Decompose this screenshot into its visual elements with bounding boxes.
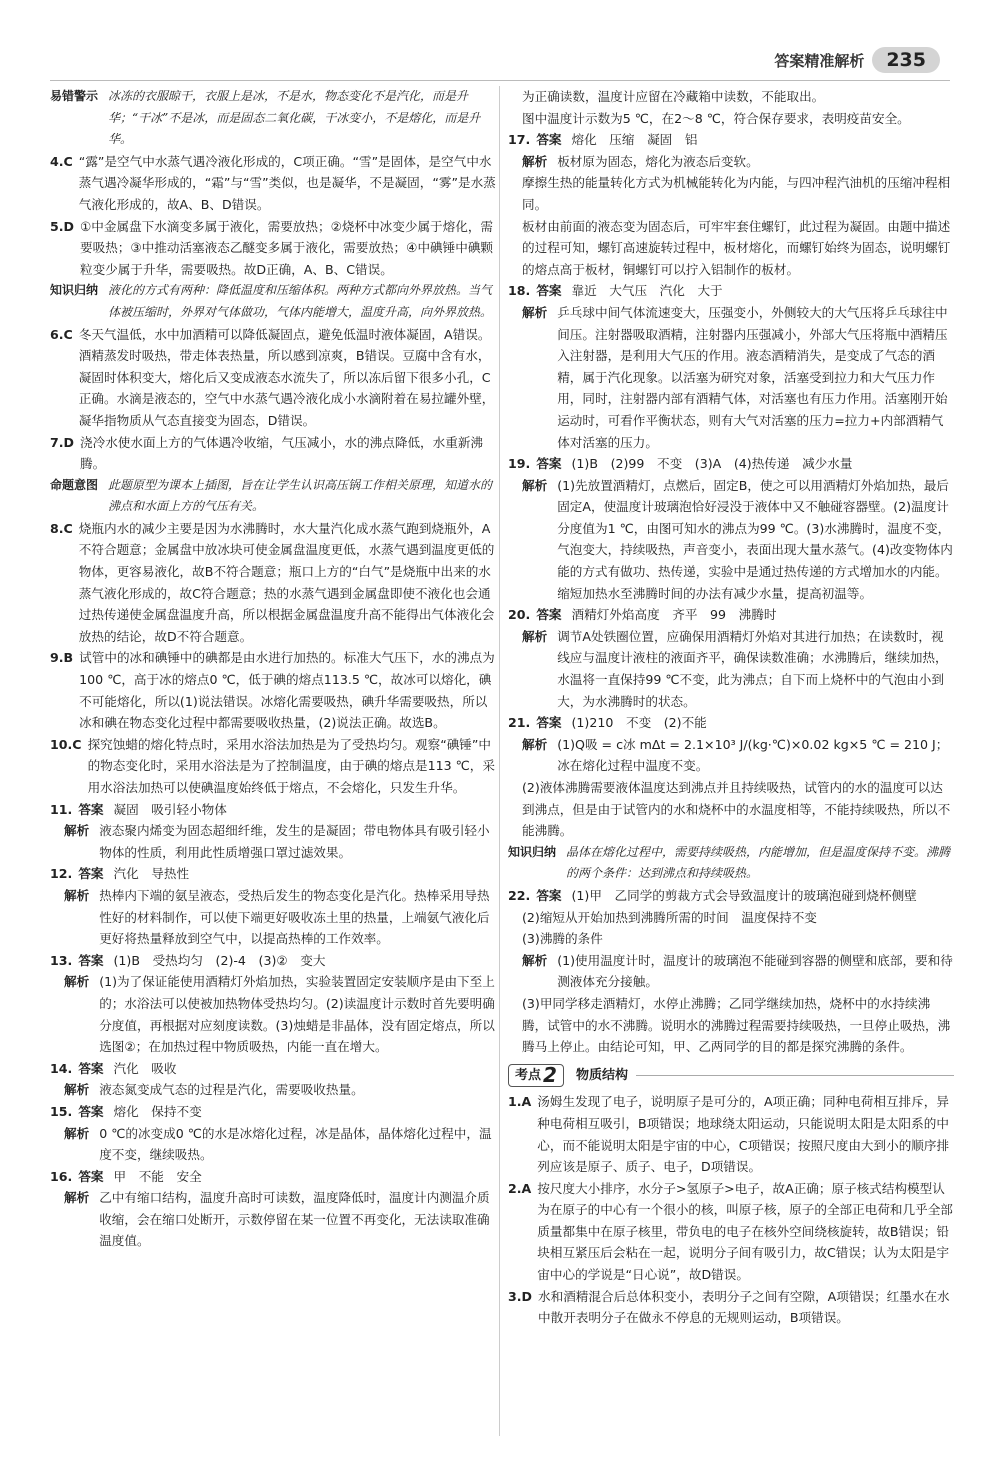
item-number: 13. (50, 952, 73, 968)
item-number: 3.D (508, 1288, 533, 1304)
analysis-tag: 解析 (64, 1125, 90, 1141)
analysis-block (508, 475, 954, 605)
analysis-block (508, 626, 954, 712)
answer-item (50, 216, 496, 281)
answer-tag: 答案 (536, 283, 562, 299)
analysis-tag: 解析 (522, 736, 548, 752)
continuation-text: (3)沸腾的条件 (522, 931, 603, 947)
analysis-tag: 解析 (522, 477, 548, 493)
section-rule (636, 1075, 954, 1076)
item-number: 12. (50, 866, 73, 882)
analysis-tag: 解析 (522, 153, 548, 169)
answer-item (50, 950, 496, 972)
analysis-text: 乒乓球中间气体流速变大，压强变小，外侧较大的大气压将乒乓球往中间压。注射器吸取酒精，注射器内压强减小，外部大气压将瓶中酒精压入注射器，是利用大气压的作用。液态酒精消失，是变成了气态的酒精，属于汽化现象。以活塞为研究对象，活塞受到拉力和大气压力作用，同时，注射器内部有酒精气体，对活塞也有压力作用。活塞刚开始运动时，可看作平衡状态，则有大气对活塞的压力=拉力+内部酒精气体对活塞的压力。 (557, 304, 948, 450)
answer-item (50, 734, 496, 799)
item-text: 熔化 保持不变 (113, 1103, 202, 1119)
answer-item (508, 604, 954, 626)
answer-tag: 答案 (78, 866, 104, 882)
answer-item (508, 1178, 954, 1286)
note-tag: 命题意图 (50, 477, 99, 492)
item-number: 4.C (50, 153, 73, 169)
analysis-text: (1)为了保证能使用酒精灯外焰加热，实验装置固定安装顺序是由下至上的；水浴法可以使被加热物体受热均匀。(2)读温度计示数时首先要明确分度值，再根据对应刻度读数。(3)烛蜡是非晶体，没有固定熔点，所以选图②；在加热过程中物质吸热，内能一直在增大。 (99, 974, 495, 1055)
item-number: 11. (50, 801, 73, 817)
note-text: 此题原型为课本上插图，旨在让学生认识高压锅工作相关原理，知道水的沸点和水面上方的气压有关。 (108, 477, 493, 514)
answer-tag: 答案 (536, 132, 562, 148)
analysis-text: 0 ℃的冰变成0 ℃的水是冰熔化过程，冰是晶体，晶体熔化过程中，温度不变，继续吸热。 (99, 1125, 492, 1163)
answer-item (50, 432, 496, 475)
analysis-block (508, 950, 954, 993)
analysis-tag: 解析 (522, 628, 548, 644)
note-tag: 知识归纳 (50, 283, 99, 298)
analysis-tag: 解析 (64, 974, 90, 990)
answer-item (508, 1091, 954, 1177)
item-text: 冬天气温低，水中加酒精可以降低凝固点，避免低温时液体凝固，A错误。酒精蒸发时吸热，带走体表热量，所以感到凉爽，B错误。豆腐中含有水，凝固时体积变大，熔化后又变成液态水流失了，所以冻后留下很多小孔，C正确。水滴是液态的，空气中水蒸气遇冷液化成小水滴附着在易拉罐外壁，凝华指物质从气态直接变为固态，D错误。 (78, 326, 495, 428)
item-number: 16. (50, 1168, 73, 1184)
item-number: 1.A (508, 1094, 532, 1110)
analysis-text: 乙中有缩口结构，温度升高时可读数，温度降低时，温度计内测温介质收缩，会在缩口处断开，示数停留在某一位置不再变化，无法读取准确温度值。 (99, 1190, 490, 1249)
answer-item (50, 799, 496, 821)
item-text: (1)B 受热均匀 (2)-4 (3)② 变大 (113, 952, 326, 968)
item-text: 靠近 大气压 汽化 大于 (571, 283, 723, 299)
continuation-text: 摩擦生热的能量转化方式为机械能转化为内能，与四冲程汽油机的压缩冲程相同。 (522, 175, 951, 212)
note-tag: 易错警示 (50, 89, 99, 103)
item-number: 22. (508, 887, 531, 903)
section-number: 2 (543, 1062, 557, 1087)
answer-item (50, 518, 496, 648)
item-number: 18. (508, 283, 531, 299)
analysis-text: (1)使用温度计时，温度计的玻璃泡不能碰到容器的侧壁和底部，要和待测液体充分接触。 (557, 952, 953, 990)
item-number: 6.C (50, 326, 73, 342)
analysis-block (508, 734, 954, 777)
analysis-block (508, 151, 954, 173)
item-number: 17. (508, 132, 531, 148)
section-label: 考点 (515, 1067, 542, 1083)
header-rule (50, 80, 950, 81)
answer-tag: 答案 (78, 1168, 104, 1184)
analysis-block (508, 302, 954, 453)
item-text: 浇冷水使水面上方的气体遇冷收缩，气压减小，水的沸点降低，水重新沸腾。 (80, 434, 484, 472)
answer-item (50, 1058, 496, 1080)
note-block (508, 842, 954, 885)
answer-item (50, 1101, 496, 1123)
item-text: 汽化 导热性 (113, 866, 190, 882)
answer-tag: 答案 (78, 952, 104, 968)
analysis-text: 调节A处铁圈位置，应确保用酒精灯外焰对其进行加热；在读数时，视线应与温度计液柱的液面齐平，确保读数准确；水沸腾后，继续加热，水温将一直保持99 ℃不变，此为沸点；自下而上烧杯中的气泡由小到大，为水沸腾时的状态。 (557, 628, 948, 709)
note-block (50, 86, 496, 151)
item-text: 汽化 吸收 (113, 1060, 177, 1076)
note-block (50, 475, 496, 518)
analysis-text: (1)Q吸 = c冰 mΔt = 2.1×10³ J/(kg·℃)×0.02 kg×5 ℃ = 210 J；冰在熔化过程中温度不变。 (557, 736, 949, 774)
answer-item (508, 453, 954, 475)
answer-item (50, 863, 496, 885)
item-text: 甲 不能 安全 (113, 1168, 202, 1184)
analysis-block (50, 885, 496, 950)
item-number: 15. (50, 1103, 73, 1119)
right-column (508, 86, 954, 1329)
answer-item (508, 885, 954, 907)
answer-item (508, 1286, 954, 1329)
analysis-tag: 解析 (64, 1190, 90, 1206)
item-text: 烧瓶内水的减少主要是因为水沸腾时，水大量汽化成水蒸气跑到烧瓶外，A不符合题意；金属盘中放冰块可使金属盘温度更低，水蒸气遇到温度更低的物体，更容易液化，故B不符合题意；瓶口上方的“白气”是烧瓶中出来的水蒸气液化形成的，故C符合题意；热的水蒸气遇到金属盘即使不液化也会通过热传递使金属盘温度升高，所以根据金属盘温度升高不能得出气体液化会放热的结论，故D不符合题意。 (78, 520, 495, 644)
note-text: 液化的方式有两种：降低温度和压缩体积。两种方式都向外界放热。当气体被压缩时，外界对气体做功，气体内能增大，温度升高，向外界放热。 (108, 283, 493, 319)
note-text: 晶体在熔化过程中，需要持续吸热，内能增加，但是温度保持不变。沸腾的两个条件：达到沸点和持续吸热。 (566, 844, 951, 881)
answer-item (508, 280, 954, 302)
analysis-tag: 解析 (522, 952, 548, 968)
note-tag: 知识归纳 (508, 844, 557, 859)
header-title: 答案精准解析 (774, 51, 865, 70)
item-text: 按尺度大小排序，水分子>氢原子>电子，故A正确；原子核式结构模型认为在原子的中心有一个很小的核，叫原子核，原子的全部正电荷和几乎全部质量都集中在原子核里，带负电的电子在核外空间绕核旋转，故B错误；铅块相互紧压后会粘在一起，说明分子间有吸引力，故C错误；认为太阳是宇宙中心的学说是“日心说”，故D错误。 (537, 1180, 953, 1283)
item-text: (1)甲 乙同学的剪裁方式会导致温度计的玻璃泡碰到烧杯侧壁 (571, 887, 917, 903)
item-number: 21. (508, 715, 531, 731)
answer-item (50, 647, 496, 733)
continuation-text: (2)缩短从开始加热到沸腾所需的时间 温度保持不变 (522, 909, 817, 925)
section-heading (508, 1064, 954, 1088)
analysis-tag: 解析 (64, 823, 90, 839)
item-number: 8.C (50, 520, 73, 536)
analysis-block (50, 1079, 496, 1101)
section-title: 物质结构 (575, 1067, 628, 1083)
continuation-text: 为正确读数，温度计应留在冷藏箱中读数，不能取出。 (522, 89, 825, 104)
section-badge (508, 1064, 564, 1088)
item-number: 10.C (50, 736, 82, 752)
answer-tag: 答案 (78, 1103, 104, 1119)
item-text: (1)210 不变 (2)不能 (571, 715, 707, 731)
note-block (50, 280, 496, 323)
analysis-block (50, 971, 496, 1057)
item-text: 凝固 吸引轻小物体 (113, 801, 227, 817)
analysis-tag: 解析 (64, 1082, 90, 1098)
note-text: 冰冻的衣服晾干，衣服上是冰，不是水，物态变化不是汽化，而是升华；“干冰”不是冰，而是固态二氧化碳，干冰变小，不是熔化，而是升华。 (108, 89, 481, 147)
answer-tag: 答案 (536, 887, 562, 903)
analysis-text: (1)先放置酒精灯，点燃后，固定B，使之可以用酒精灯外焰加热，最后固定A，使温度计玻璃泡恰好浸没于液体中又不触碰容器壁。(2)温度计分度值为1 ℃，由图可知水的沸点为99 ℃。(3)水沸腾时，温度不变，气泡变大，持续吸热，声音变小，表面出现大量水蒸气。(4)改变物体内能的方式有做功、热传递，实验中是通过热传递的方式增加水的内能。缩短加热水至沸腾时间的办法有减少水量，提高初温等。 (557, 477, 953, 601)
answer-tag: 答案 (536, 607, 562, 623)
item-text: (1)B (2)99 不变 (3)A (4)热传递 减少水量 (571, 456, 853, 472)
item-number: 9.B (50, 650, 74, 666)
item-text: 熔化 压缩 凝固 铝 (571, 132, 698, 148)
item-text: 探究蚀蜡的熔化特点时，采用水浴法加热是为了受热均匀。观察“碘锤”中的物态变化时，采用水浴法是为了控制温度，由于碘的熔点是113 ℃，采用水浴法加热可以使碘温度始终低于熔点，不会熔化，只发生升华。 (87, 736, 495, 795)
answer-tag: 答案 (78, 1060, 104, 1076)
page-header (774, 44, 940, 76)
analysis-tag: 解析 (522, 304, 548, 320)
item-text: 水和酒精混合后总体积变小，表明分子之间有空隙，A项错误；红墨水在水中散开表明分子在做永不停息的无规则运动，B项错误。 (538, 1288, 950, 1326)
item-number: 19. (508, 456, 531, 472)
analysis-block (50, 1123, 496, 1166)
answer-item (508, 712, 954, 734)
answer-tag: 答案 (536, 456, 562, 472)
answer-item (50, 1166, 496, 1188)
analysis-text: 液态氮变成气态的过程是汽化，需要吸收热量。 (99, 1082, 364, 1098)
item-number: 20. (508, 607, 531, 623)
analysis-text: 热棒内下端的氨呈液态，受热后发生的物态变化是汽化。热棒采用导热性好的材料制作，可以使下端更好吸收冻土里的热量，上端氨气液化后更好将热量释放到空气中，以提高热棒的工作效率。 (99, 887, 490, 947)
analysis-block (50, 820, 496, 863)
item-number: 2.A (508, 1180, 532, 1196)
item-text: ①中金属盘下水滴变多属于液化，需要放热；②烧杯中冰变少属于熔化，需要吸热；③中推动活塞液态乙醚变多属于液化，需要放热；④中碘锤中碘颗粒变少属于升华，需要吸热。故D正确，A、B、C错误。 (80, 218, 494, 277)
page-number: 235 (872, 47, 940, 73)
answer-tag: 答案 (536, 715, 562, 731)
continuation-text: 板材由前面的液态变为固态后，可牢牢套住螺钉，此过程为凝固。由题中描述的过程可知，螺钉高速旋转过程中，板材熔化，而螺钉始终为固态，说明螺钉的熔点高于板材，铜螺钉可以拧入铝制作的板材。 (522, 218, 951, 277)
analysis-block (50, 1187, 496, 1252)
answer-item (508, 129, 954, 151)
item-text: 汤姆生发现了电子，说明原子是可分的，A项正确；同种电荷相互排斥，异种电荷相互吸引，B项错误；地球绕太阳运动，只能说明太阳是太阳系的中心，而不能说明太阳是宇宙的中心，C项错误；按照尺度由大到小的顺序排列应该是原子、质子、电子，D项错误。 (537, 1094, 950, 1175)
item-number: 14. (50, 1060, 73, 1076)
continuation-text: (3)甲同学移走酒精灯，水停止沸腾；乙同学继续加热，烧杯中的水持续沸腾，试管中的水不沸腾。说明水的沸腾过程需要持续吸热，一旦停止吸热，沸腾马上停止。由结论可知，甲、乙两同学的目的都是探究沸腾的条件。 (522, 995, 951, 1055)
answer-item (50, 151, 496, 216)
item-number: 5.D (50, 218, 75, 234)
continuation-text: (2)液体沸腾需要液体温度达到沸点并且持续吸热，试管内的水的温度可以达到沸点，但是由于试管内的水和烧杯中的水温度相等，不能持续吸热，所以不能沸腾。 (522, 780, 951, 839)
answer-tag: 答案 (78, 801, 104, 817)
analysis-text: 板材原为固态，熔化为液态后变软。 (557, 153, 759, 169)
item-text: 酒精灯外焰高度 齐平 99 沸腾时 (571, 607, 777, 623)
analysis-tag: 解析 (64, 887, 90, 903)
left-column (50, 86, 496, 1252)
item-text: “露”是空气中水蒸气遇冷液化形成的，C项正确。“雪”是固体，是空气中水蒸气遇冷凝华形成的，“霜”与“雪”类似，也是凝华，不是凝固，“雾”是水蒸气液化形成的，故A、B、D错误。 (78, 153, 496, 212)
column-divider (499, 86, 500, 1436)
item-number: 7.D (50, 434, 75, 450)
item-text: 试管中的冰和碘锤中的碘都是由水进行加热的。标准大气压下，水的沸点为100 ℃，高于冰的熔点0 ℃，低于碘的熔点113.5 ℃，故冰可以熔化，碘不可能熔化，所以(1)说法错误。冰熔化需要吸热，碘升华需要吸热，所以冰和碘在物态变化过程中都需要吸收热量，(2)说法正确。故选B。 (79, 650, 495, 731)
analysis-text: 液态聚内烯变为固态超细纤维，发生的是凝固；带电物体具有吸引轻小物体的性质，利用此性质增强口罩过滤效果。 (99, 823, 490, 860)
answer-item (50, 324, 496, 432)
continuation-text: 图中温度计示数为5 ℃，在2～8 ℃，符合保存要求，表明疫苗安全。 (522, 110, 910, 126)
